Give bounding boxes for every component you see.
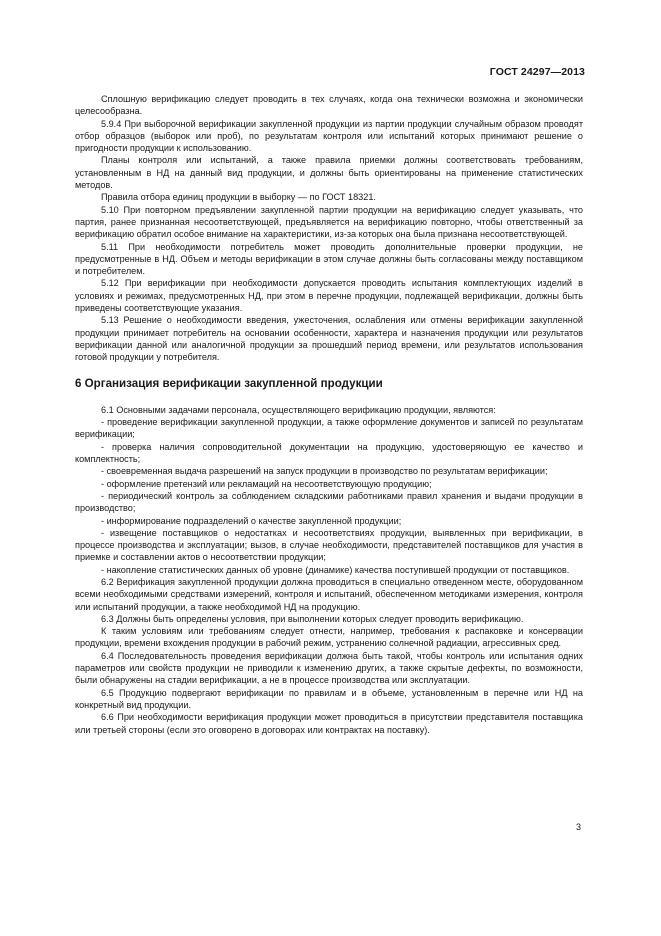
document-code: ГОСТ 24297—2013 (489, 66, 585, 78)
list-item: - проведение верификации закупленной продукции, а также оформление документов и записей по результатам верификации; (75, 417, 583, 440)
paragraph: Планы контроля или испытаний, а также правила приемки должны соответствовать требованиям, установленным в НД на данный вид продукции, и должны быть ориентированы на применение статистических методов. (75, 155, 583, 191)
paragraph: 5.13 Решение о необходимости введения, ужесточения, ослабления или отмены верификации закупленной продукции принимает потребитель на основании особенности, характера и назначения продукции или результатов верификации данной или аналогичной продукции за прошедший период времени, или результатов использования готовой продукции у потребителя. (75, 315, 583, 363)
paragraph: 6.6 При необходимости верификация продукции может проводиться в присутствии представителя поставщика или третьей стороны (если это оговорено в договорах или контрактах на поставку). (75, 712, 583, 735)
paragraph: 6.2 Верификация закупленной продукции должна проводиться в специально отведенном месте, оборудованном всеми необходимыми средствами измерений, контроля и испытаний, обеспеченном методиками измерения, контроля или испытаний продукции, а также необходимой НД на продукцию. (75, 576, 583, 612)
paragraph: 6.3 Должны быть определены условия, при выполнении которых следует проводить верификацию. (101, 613, 524, 624)
paragraph: К таким условиям или требованиям следует отнести, например, требования к распаковке и консервации продукции, времени вхождения продукции в рабочий режим, устранению солнечной радиации, агрессивных сред. (75, 626, 583, 649)
list-item: - своевременная выдача разрешений на запуск продукции в производство по результатам верификации; (101, 466, 548, 477)
paragraph: 6.1 Основными задачами персонала, осуществляющего верификацию продукции, являются: (101, 404, 496, 415)
paragraph: 6.4 Последовательность проведения верификации должна быть такой, чтобы контроль или испытания одних параметров или свойств продукции не приводили к изменению других, а также скрытые дефекты, по возможности, были обнаружены на стадии верификации, а не в процессе производства или эксплуатации. (75, 650, 583, 686)
page-number: 3 (575, 822, 581, 832)
list-item: - периодический контроль за соблюдением складскими работниками правил хранения и выдачи продукции в производство; (75, 490, 583, 514)
list-item: - оформление претензий или рекламаций на несоответствующую продукцию; (101, 478, 432, 489)
list-item: - проверка наличия сопроводительной документации на продукцию, удостоверяющую ее качество и комплектность; (75, 441, 583, 465)
list-item: - информирование подразделений о качестве закупленной продукции; (101, 515, 402, 526)
section-heading: 6 Организация верификации закупленной продукции (75, 376, 383, 390)
paragraph: 6.5 Продукцию подвергают верификации по правилам и в объеме, установленным в перечне или НД на конкретный вид продукции. (75, 687, 583, 710)
list-item: - извещение поставщиков о недостатках и несоответствиях продукции, выявленных при верификации, в процессе производства и эксплуатации; вызов, в случае необходимости, представителей поставщиков для участия в приемке и составлении актов о несоответствии продукции; (75, 527, 583, 563)
paragraph: 5.12 При верификации при необходимости допускается проводить испытания комплектующих изделий в условиях и режимах, предусмотренных НД, при этом в перечне продукции, подлежащей верификации, должны быть приведены соответствующие указания. (75, 278, 583, 314)
page-body (75, 93, 583, 736)
paragraph: 5.10 При повторном предъявлении закупленной партии продукции на верификацию следует указывать, что партия, ранее признанная несоответствующей, предъявляется на верификацию повторно, чтобы ответственный за верификацию обратил особое внимание на характеристики, из-за которых она была признана несоответствующей. (75, 204, 583, 240)
paragraph: Сплошную верификацию следует проводить в тех случаях, когда она технически возможна и экономически целесообразна. (75, 94, 583, 117)
paragraph: 5.11 При необходимости потребитель может проводить дополнительные проверки продукции, не предусмотренные в НД. Объем и методы верификации в этом случае должны быть согласованы между поставщиком и потребителем. (75, 241, 583, 277)
paragraph: Правила отбора единиц продукции в выборку — по ГОСТ 18321. (101, 192, 376, 203)
paragraph: 5.9.4 При выборочной верификации закупленной продукции из партии продукции случайным образом проводят отбор образцов (выборок или проб), по результатам контроля или испытаний которых принимают решение о пригодности продукции к использованию. (75, 118, 583, 154)
list-item: - накопление статистических данных об уровне (динамике) качества поступившей продукции от поставщиков. (101, 564, 570, 575)
